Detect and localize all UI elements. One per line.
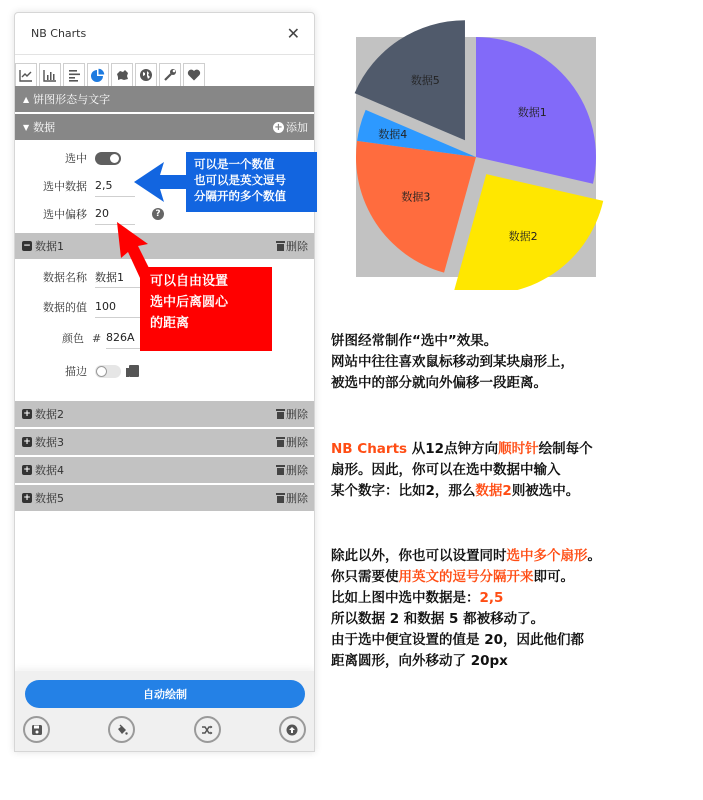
delete-item-5-button[interactable] — [276, 490, 308, 506]
highlight-text: NB Charts — [331, 441, 408, 457]
text-line — [331, 481, 593, 502]
selected-offset-label: 选中偏移 — [43, 208, 87, 221]
delete-label: 删除 — [286, 492, 308, 505]
plus-circle-icon: + — [274, 121, 283, 133]
text-span: 某个数字：比如2，那么 — [331, 483, 476, 499]
section-data-header[interactable] — [15, 114, 314, 140]
item1-name-label: 数据名称 — [43, 271, 87, 284]
section-data-label: 数据 — [33, 121, 56, 134]
selected-toggle[interactable] — [95, 152, 121, 165]
highlight-text: 数据2 — [475, 483, 512, 499]
data-item-1-name: 数据1 — [35, 240, 64, 253]
bar-chart-icon[interactable] — [39, 63, 61, 86]
expand-icon: + — [23, 465, 31, 475]
horizontal-bar-icon[interactable] — [63, 63, 85, 86]
blue-callout — [186, 152, 317, 212]
item1-stroke-row — [15, 354, 314, 388]
text-line — [331, 588, 601, 609]
expand-icon: + — [23, 437, 31, 447]
hash-symbol: # — [92, 331, 102, 345]
pie-label: 数据3 — [401, 190, 431, 204]
panel-footer — [15, 671, 314, 751]
text-span: 绘制每个 — [538, 441, 593, 457]
expand-icon: + — [23, 493, 31, 503]
stroke-toggle[interactable] — [95, 365, 121, 378]
chart-type-toolbar — [15, 55, 314, 86]
section-pie-style-label: 饼图形态与文字 — [33, 93, 111, 106]
text-line — [331, 567, 601, 588]
text-line: 距离圆形，向外移动了 20px — [331, 653, 508, 669]
pie-label: 数据5 — [410, 74, 440, 88]
copy-icon[interactable] — [129, 365, 139, 377]
text-line: 网站中往往喜欢鼠标移动到某块扇形上， — [331, 354, 574, 370]
delete-item-4-button[interactable] — [276, 462, 308, 478]
data-item-5-header[interactable] — [15, 485, 314, 511]
red-callout — [140, 267, 272, 351]
text-line: 由于选中便宜设置的值是 20，因此他们都 — [331, 632, 584, 648]
explanation-paragraph-1 — [331, 331, 574, 394]
text-line — [331, 439, 593, 460]
delete-label: 删除 — [286, 408, 308, 421]
delete-label: 删除 — [286, 464, 308, 477]
item1-value-label: 数据的值 — [43, 301, 87, 314]
section-pie-style-header[interactable] — [15, 86, 314, 112]
heart-icon[interactable] — [183, 63, 205, 86]
data-item-1-header[interactable] — [15, 233, 314, 259]
expand-icon: + — [23, 409, 31, 419]
blue-callout-line: 也可以是英文逗号 — [194, 173, 286, 187]
chart-settings-panel — [14, 12, 315, 752]
data-item-4-name: 数据4 — [35, 464, 64, 477]
item1-color-label: 颜色 — [62, 332, 84, 345]
selected-data-input[interactable] — [95, 175, 135, 197]
text-span: 从12点钟方向 — [407, 441, 499, 457]
highlight-text: 用英文的逗号分隔开来 — [398, 569, 534, 585]
delete-item-2-button[interactable] — [276, 406, 308, 422]
text-span: 。 — [587, 548, 601, 564]
pie-svg — [340, 10, 620, 290]
globe-icon[interactable] — [135, 63, 157, 86]
data-item-5-name: 数据5 — [35, 492, 64, 505]
auto-draw-button[interactable]: 自动绘制 — [25, 680, 305, 708]
item1-stroke-label: 描边 — [65, 365, 87, 378]
trash-icon — [276, 465, 285, 475]
pie-slice[interactable] — [356, 141, 476, 273]
collapse-icon: − — [23, 241, 31, 251]
close-icon[interactable]: ✕ — [286, 23, 300, 43]
data-item-2-header[interactable] — [15, 401, 314, 427]
text-span: 即可。 — [533, 569, 574, 585]
text-span: 则被选中。 — [511, 483, 580, 499]
upload-icon[interactable] — [279, 716, 306, 743]
red-callout-line: 的距离 — [150, 316, 190, 331]
trash-icon — [276, 409, 285, 419]
highlight-text: 顺时针 — [498, 441, 539, 457]
pie-label: 数据4 — [378, 128, 408, 142]
help-icon[interactable]: ? — [152, 208, 164, 220]
text-line: 被选中的部分就向外偏移一段距离。 — [331, 375, 547, 391]
red-callout-line: 选中后离圆心 — [150, 295, 229, 310]
text-span: 除此以外，你也可以设置同时 — [331, 548, 507, 564]
shuffle-icon[interactable] — [194, 716, 221, 743]
text-line — [331, 546, 601, 567]
panel-title: NB Charts — [31, 27, 87, 40]
trash-icon — [276, 241, 285, 251]
trash-icon — [276, 437, 285, 447]
highlight-text: 2,5 — [479, 590, 504, 606]
text-line: 所以数据 2 和数据 5 都被移动了。 — [331, 611, 545, 627]
text-line: 饼图经常制作“选中”效果。 — [331, 333, 498, 349]
blue-callout-line: 可以是一个数值 — [194, 157, 275, 171]
panel-titlebar — [15, 13, 314, 55]
pie-label: 数据1 — [517, 106, 547, 120]
trash-icon — [276, 493, 285, 503]
add-data-button[interactable] — [273, 119, 308, 135]
data-item-3-name: 数据3 — [35, 436, 64, 449]
text-span: 你只需要使 — [331, 569, 399, 585]
add-data-label: 添加 — [286, 121, 308, 134]
pie-label: 数据2 — [508, 229, 538, 243]
red-callout-line: 可以自由设置 — [150, 274, 229, 289]
explanation-paragraph-3 — [331, 546, 601, 672]
chevron-down-icon: ▼ — [23, 122, 30, 132]
selected-label: 选中 — [65, 152, 87, 165]
save-icon[interactable] — [23, 716, 50, 743]
delete-label: 删除 — [286, 240, 308, 253]
line-chart-icon[interactable] — [15, 63, 37, 86]
pie-chart-icon[interactable] — [87, 63, 109, 86]
text-line: 扇形。因此，你可以在选中数据中输入 — [331, 462, 561, 478]
selected-data-label: 选中数据 — [43, 180, 87, 193]
explanation-paragraph-2 — [331, 439, 593, 502]
wrench-icon[interactable] — [159, 63, 181, 86]
pie-chart — [340, 10, 620, 290]
delete-item-1-button[interactable] — [276, 238, 308, 254]
highlight-text: 选中多个扇形 — [506, 548, 588, 564]
chevron-up-icon: ▲ — [23, 94, 30, 104]
data-item-2-name: 数据2 — [35, 408, 64, 421]
data-item-4-header[interactable] — [15, 457, 314, 483]
data-item-3-header[interactable] — [15, 429, 314, 455]
map-shape-icon[interactable] — [111, 63, 133, 86]
delete-item-3-button[interactable] — [276, 434, 308, 450]
fill-bucket-icon[interactable] — [108, 716, 135, 743]
text-span: 比如上图中选中数据是： — [331, 590, 480, 606]
delete-label: 删除 — [286, 436, 308, 449]
blue-callout-line: 分隔开的多个数值 — [194, 189, 286, 203]
